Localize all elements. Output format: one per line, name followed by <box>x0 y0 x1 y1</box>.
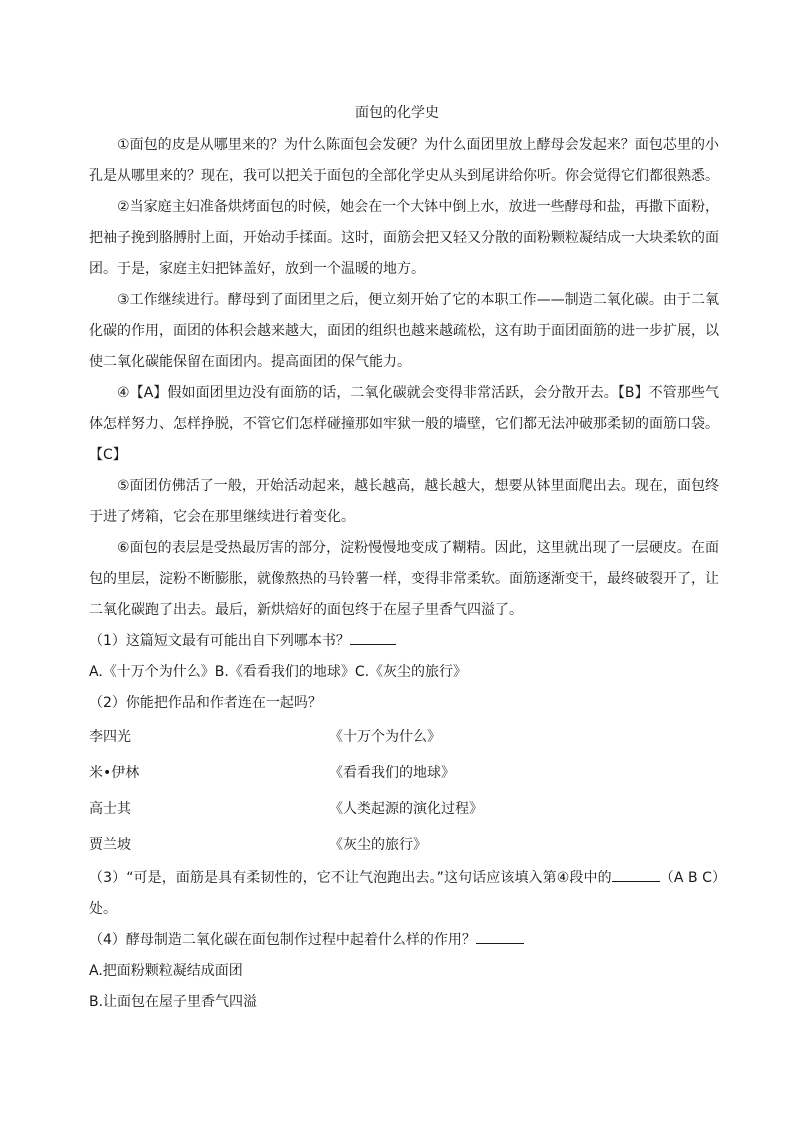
paragraph-1: ①面包的皮是从哪里来的？为什么陈面包会发硬？为什么面团里放上酵母会发起来？面包芯里的小孔是从哪里来的？现在，我可以把关于面包的全部化学史从头到尾讲给你听。你会觉得它们都很熟悉。 <box>89 137 719 184</box>
author-name: 米•伊林 <box>89 765 140 781</box>
book-title: 《人类起源的演化过程》 <box>329 801 483 817</box>
question-1-stem: （1）这篇短文最有可能出自下列哪本书？ <box>89 633 350 649</box>
match-row <box>89 755 719 791</box>
question-1-options: A.《十万个为什么》B.《看看我们的地球》C.《灰尘的旅行》 <box>89 664 468 680</box>
question-1 <box>89 626 719 657</box>
question-3 <box>89 863 719 925</box>
paragraph-4: ④【A】假如面团里边没有面筋的话，二氧化碳就会变得非常活跃，会分散开去。【B】不管那些气体怎样努力、怎样挣脱，不管它们怎样碰撞那如牢狱一般的墙壁，它们都无法冲破那柔韧的面筋口袋。【C】 <box>89 385 719 463</box>
paragraph-6: ⑥面包的表层是受热最厉害的部分，淀粉慢慢地变成了糊精。因此，这里就出现了一层硬皮。在面包的里层，淀粉不断膨胀，就像熬热的马铃薯一样，变得非常柔软。面筋逐渐变干，最终破裂开了，让二氧化碳跑了出去。最后，新烘焙好的面包终于在屋子里香气四溢了。 <box>89 540 719 618</box>
answer-blank-4[interactable] <box>476 929 524 944</box>
question-3-stem: （3）“可是，面筋是具有柔韧性的，它不让气泡跑出去。”这句话应该填入第④段中的 <box>89 870 612 886</box>
book-title: 《十万个为什么》 <box>329 729 441 745</box>
passage-title: 面包的化学史 <box>355 105 439 121</box>
match-row <box>89 827 719 863</box>
passage-body <box>89 130 719 1018</box>
paragraph-3: ③工作继续进行。酵母到了面团里之后，便立刻开始了它的本职工作——制造二氧化碳。由于二氧化碳的作用，面团的体积会越来越大，面团的组织也越来越疏松，这有助于面团面筋的进一步扩展，以使二氧化碳能保留在面团内。提高面团的保气能力。 <box>89 292 719 370</box>
match-row <box>89 791 719 827</box>
author-name: 李四光 <box>89 729 131 745</box>
question-4-stem: （4）酵母制造二氧化碳在面包制作过程中起着什么样的作用？ <box>89 932 476 948</box>
paragraph-2: ②当家庭主妇准备烘烤面包的时候，她会在一个大钵中倒上水，放进一些酵母和盐，再撒下面粉，把袖子挽到胳膊肘上面，开始动手揉面。这时，面筋会把又轻又分散的面粉颗粒凝结成一大块柔软的面团。于是，家庭主妇把钵盖好，放到一个温暖的地方。 <box>89 199 719 277</box>
match-row <box>89 719 719 755</box>
answer-blank-1[interactable] <box>350 630 396 645</box>
author-name: 高士其 <box>89 801 131 817</box>
question-3-tail: （A B C）处。 <box>89 870 720 917</box>
author-name: 贾兰坡 <box>89 837 131 853</box>
question-4-option-b: B.让面包在屋子里香气四溢 <box>89 994 258 1010</box>
question-4 <box>89 925 719 956</box>
question-4-option-a: A.把面粉颗粒凝结成面团 <box>89 963 243 979</box>
answer-blank-3[interactable] <box>612 867 660 882</box>
paragraph-5: ⑤面团仿佛活了一般，开始活动起来，越长越高，越长越大，想要从钵里面爬出去。现在，面包终于进了烤箱，它会在那里继续进行着变化。 <box>89 478 719 525</box>
question-2-stem: （2）你能把作品和作者连在一起吗？ <box>89 695 322 711</box>
book-title: 《灰尘的旅行》 <box>329 837 427 853</box>
book-title: 《看看我们的地球》 <box>329 765 455 781</box>
